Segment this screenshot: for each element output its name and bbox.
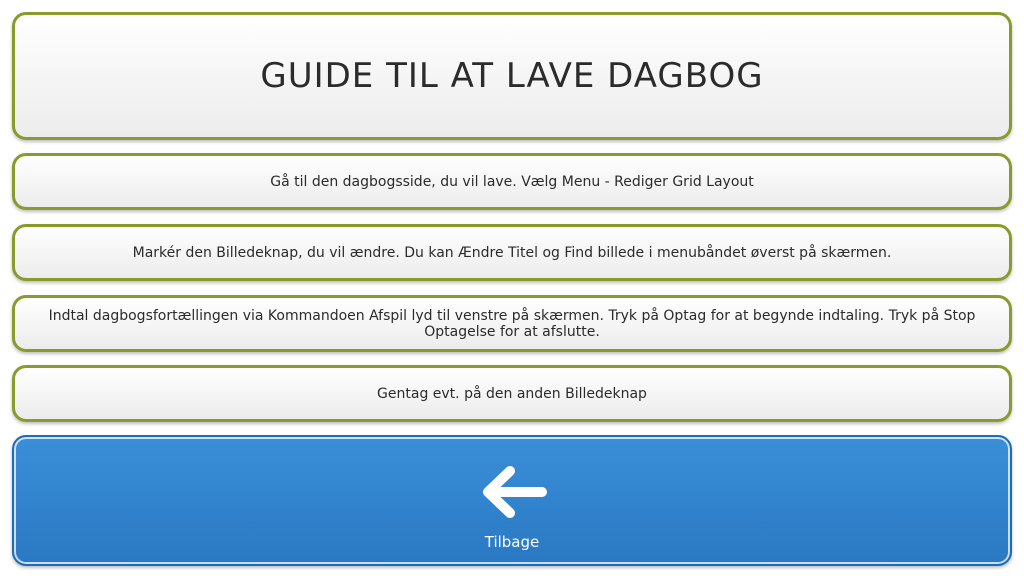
step-card-2[interactable]: Markér den Billedeknap, du vil ændre. Du kan Ændre Titel og Find billede i menubåndet øverst på skærmen. — [12, 224, 1012, 281]
back-label: Tilbage — [484, 533, 540, 551]
step-card-3[interactable]: Indtal dagbogsfortællingen via Kommandoen Afspil lyd til venstre på skærmen. Tryk på Optag for at begynde indtaling. Tryk på Stop Optagelse for at afslutte. — [12, 295, 1012, 352]
back-button[interactable] — [12, 435, 1012, 566]
step-card-4[interactable]: Gentag evt. på den anden Billedeknap — [12, 365, 1012, 422]
arrow-left-icon — [480, 465, 548, 519]
step-card-1[interactable]: Gå til den dagbogsside, du vil lave. Vælg Menu - Rediger Grid Layout — [12, 153, 1012, 210]
page-title: GUIDE TIL AT LAVE DAGBOG — [12, 12, 1012, 140]
